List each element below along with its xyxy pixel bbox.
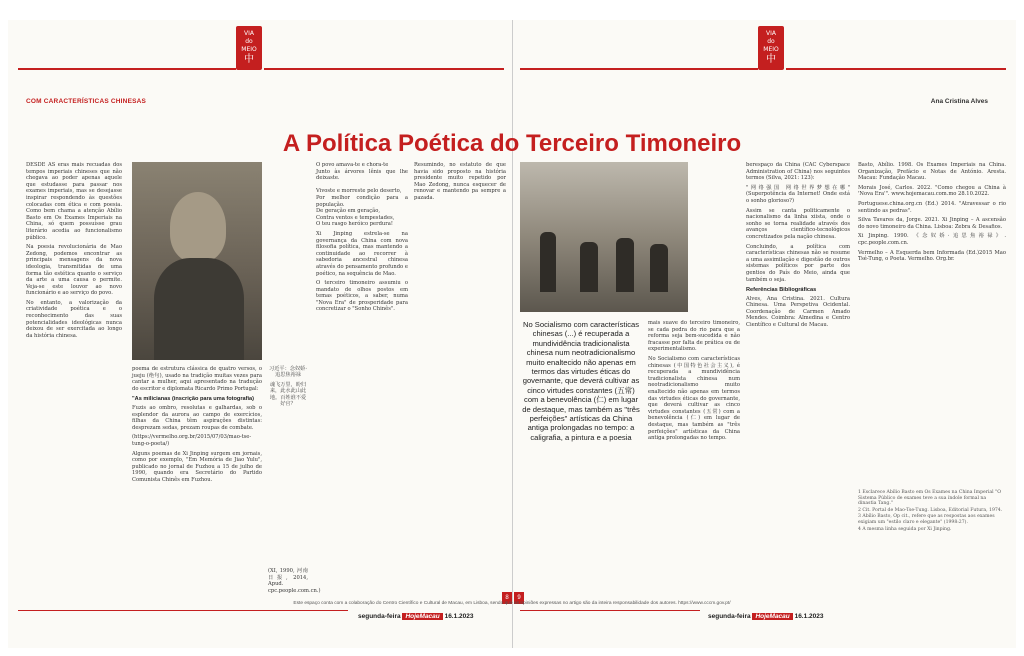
paragraph: Na poesia revolucionária de Mao Zedong, podemos encontrar as principais mensagens da nova ideologia, transmitidas de uma forma tão estética quanto o serviço da arte a uma causa o permite. Veja-se este louvor ao novo funcionário e ao serviço do povo. xyxy=(26,244,122,297)
footer-date: 16.1.2023 xyxy=(444,613,474,620)
header-rule-left xyxy=(18,68,236,70)
badge-text: MEIO xyxy=(241,46,257,53)
header-rule-right-2 xyxy=(786,68,1006,70)
paragraph: Xi Jinping estrela-se na governança da China com nova filosofia política, mas mantendo a continuidade ao recorrer à sabedoria ancestral chinesa através do pensamento profundo e poético, na sequência de Mao. xyxy=(316,230,408,277)
text-column-4 xyxy=(414,162,506,584)
footnote: 2 Cit. Portal de Mao-Tse-Tung. Lisboa, Editorial Futura, 1974. xyxy=(858,507,1003,513)
reference-item: Basto, Abílio. 1998. Os Exames Imperiais na China. Organização, Prefácio e Notas de António. Aresta. Macau: Fundação Macau. xyxy=(858,162,1006,182)
text-column-1 xyxy=(26,162,122,584)
section-label: COM CARACTERÍSTICAS CHINESAS xyxy=(26,98,147,105)
header-rule-right xyxy=(520,68,758,70)
source-link[interactable]: (https://vermelho.org.br/2015/07/03/mao-tse-tung-o-poeta/) xyxy=(132,434,252,447)
reference-item: Portuguese.china.org.cn (Ed.) 2014. "Atravessar o rio sentindo as pedras". xyxy=(858,200,1006,214)
paragraph: poema de estrutura clássica de quatro versos, o jueju (绝句), usado na tradição muitas vezes para cantar a mulher, aqui apresentado na tradução do escritor e diplomata Ricardo Primo Portugal: xyxy=(132,366,262,392)
paragraph: Assim se canta politicamente o nacionalismo da linha xiista, onde o sonho se torna realidade através dos avanços científico-tecnológicos concretizados pela nação chinesa. xyxy=(746,207,850,240)
collaboration-note: Este espaço conta com a colaboração do Centro Científico e Cultural de Macau, em Lisboa, sendo que as opiniões expressas no artigo são da inteira responsabilidade dos autores. https://www.cccm.gov.pt/ xyxy=(293,601,731,606)
badge-symbol: 中 xyxy=(244,54,254,65)
masthead-badge-right xyxy=(758,26,784,70)
footer-day: segunda-feira xyxy=(708,613,751,620)
badge-symbol: 中 xyxy=(766,54,776,65)
footer-date: 16.1.2023 xyxy=(794,613,824,620)
chinese-poem xyxy=(268,366,308,566)
reference-item: Alves, Ana Cristina. 2021. Cultura Chinesa. Uma Perspetiva Ocidental. Coordenação de Carmen Amado Mendes. Coimbra: Almedina e Centro Científico e Cultural de Macau. xyxy=(746,295,850,329)
footer-day: segunda-feira xyxy=(358,613,401,620)
references-heading: Referências Bibliográficas xyxy=(746,287,817,294)
reference-item: Xi Jinping. 1990. 《念奴娇·追思焦裕禄》. cpc.people.com.cn. xyxy=(858,233,1006,246)
mao-portrait-photo xyxy=(132,162,262,360)
poem-body-zh: 魂飞万里，盼归来，此水此山此地。百姓谁不爱好官？ xyxy=(269,381,307,408)
paragraph: Alguns poemas de Xi Jinping surgem em jornais, como por exemplo, "Em Memória de Jiao Yulu", publicado no jornal de Fuzhou a 15 de julho de 1990, quando era Secretário do Partido Comunista Chinês em Fuzhou. xyxy=(132,450,262,483)
text-column-6 xyxy=(746,162,850,584)
footer-right xyxy=(708,613,824,620)
paragraph: DESDE AS eras mais recuadas dos tempos imperiais chineses que não chegava ao poder apenas aquele que estudasse para passar nos exames imperiais, mas se desejasse inspirar respondendo às questões colocadas com ética e com poesia. Como bem chama a atenção Abílio Basto em Os Exames Imperiais na China, só quem possuísse grau literário acedia ao funcionalismo público. xyxy=(26,162,122,241)
footnote: 4 A mesma linha seguida por Xi Jinping. xyxy=(858,526,952,532)
paragraph: No Socialismo com características chinesas (中国特色社会主义), é recuperada a mundividência tradicionalista chinesa num neotradicionalismo muito enaltecido não apenas em termos das virtudes éticas do governante, que deverá cultivar as cinco virtudes constantes (五常) com a benevolência (仁) em lugar de destaque, mas também as "três perfeições" artísticas da China antiga prolongadas no tempo. xyxy=(648,355,740,442)
badge-text: VIA xyxy=(766,30,776,37)
text-column-7 xyxy=(858,162,1006,484)
paragraph: mais suave do terceiro timoneiro, se cada pedra do rio para que a reforma seja bem-sucedida e não fracasse por falta de prática ou de experimentalismo. xyxy=(648,320,740,353)
paragraph: Fuzis ao ombro, resolutas e galhardas, sob o esplendor da aurora ao campo de exercícios, filhas da China têm aspirações distintas: desprezam sedas, prezam roupas de combate. xyxy=(132,404,262,431)
paragraph: No entanto, a valorização da criatividade poética e o reconhecimento das suas potencialidades ideológicas nunca deixou de ser exercitada ao longo da história chinesa. xyxy=(26,299,122,339)
badge-text: do xyxy=(767,38,775,45)
author-name: Ana Cristina Alves xyxy=(930,98,988,105)
text-column-2 xyxy=(132,366,262,584)
paragraph: O terceiro timoneiro assumiu o mandato de olhos postos em temas poéticos, a saber, numa "Nova Era" de prosperidade para concretizar o "Sonho Chinês". xyxy=(316,280,408,313)
masthead-badge-left xyxy=(236,26,262,70)
header-rule-left-2 xyxy=(264,68,504,70)
text-column-5 xyxy=(648,320,740,584)
badge-text: do xyxy=(245,38,253,45)
group-photo xyxy=(520,162,688,312)
paragraph: "网络强国 网络世界梦想在哪" (Superpotência da Internet! Onde está o sonho glorioso?) xyxy=(746,184,850,204)
footnote: 3 Abílio Basto, Op cit., refere que as respostas aos exames exigiam um "estilo claro e elegante" (1998:27). xyxy=(858,514,995,525)
page-number-right: 9 xyxy=(514,592,524,604)
footnote: 1 Esclarece Abílio Basto em Os Exames na China Imperial "O Sistema Público de exames teve a sua índole formal na dinastia Tang." xyxy=(858,490,1001,507)
reference-item[interactable]: Morais José, Carlos. 2022. "Como chegou a China à 'Nova Era'". www.hojemacau.com.mo 28.10.2022. xyxy=(858,184,1006,198)
footer-left xyxy=(358,613,474,620)
footnotes xyxy=(858,490,1006,533)
text-column-3 xyxy=(316,162,408,584)
paragraph: Resumindo, no estatuto de que havia sido proposto na história presidente muito repetido por Mao Zedong, nunca esquecer de renovar e mantendo pa sempre a pazada. xyxy=(414,162,506,201)
footer-brand-logo: HojeMacau xyxy=(752,613,792,620)
reference-item: Vermelho – A Esquerda bem Informada (Ed.)2015 Mao Tsé-Tung, o Poeta. Vermelho. Org.br. xyxy=(858,249,1006,263)
footer-rule-left xyxy=(18,610,348,611)
poem-portuguese: O povo amava-te e chora-te Junto às árvores lênis que lhe deixaste. Vivoste e morreste pelo deserto, Por melhor condição para a população. De geração em geração, Contra ventos e tempestades, O teu rasgo heróico perdura! xyxy=(316,162,408,228)
poem-title-zh: 习近平：念奴娇·追思焦裕禄 xyxy=(269,366,307,379)
page-number-left: 8 xyxy=(502,592,512,604)
badge-text: MEIO xyxy=(763,46,779,53)
page-gutter xyxy=(512,20,513,648)
footer-rule-right xyxy=(520,610,700,611)
poem-heading: "As milicianas (inscrição para uma fotografia) xyxy=(132,396,255,403)
paragraph: Concluindo, a política com características chinesas não se resume a uma assimilação e digestão de outros sistemas políticos por parte dos gentios do País do Meio, ainda que também o seja. xyxy=(746,243,850,283)
badge-text: VIA xyxy=(244,30,254,37)
newspaper-spread xyxy=(8,20,1016,648)
citation-text: (XI, 1990, 河南日报, 2014, Apud. cpc.people.com.cn.) xyxy=(268,568,321,594)
pull-quote: No Socialismo com características chinesas (...) é recuperada a mundividência tradicionalista chinesa num neotradicionalismo muito enaltecido não apenas em termos das virtudes éticas do governante, que deverá cultivar as cinco virtudes constantes (五常) com a benevolência (仁) em lugar de destaque, mas também as "três perfeições" artísticas da China antiga prolongadas no tempo: a caligrafia, a pintura e a poesia xyxy=(522,320,640,442)
poem-citation xyxy=(268,568,321,594)
paragraph: berespaço da China (CAC Cyberspace Administration of China) nos seguintes termos (Silva, 2021: 123): xyxy=(746,162,850,182)
article-title: A Política Poética do Terceiro Timoneiro xyxy=(282,130,742,157)
reference-item: Silva Tavares da, Jorge. 2021. Xi Jinping – A ascensão do novo timoneiro da China. Lisboa: Zebra & Desafios. xyxy=(858,217,1006,230)
footer-brand-logo: HojeMacau xyxy=(402,613,442,620)
